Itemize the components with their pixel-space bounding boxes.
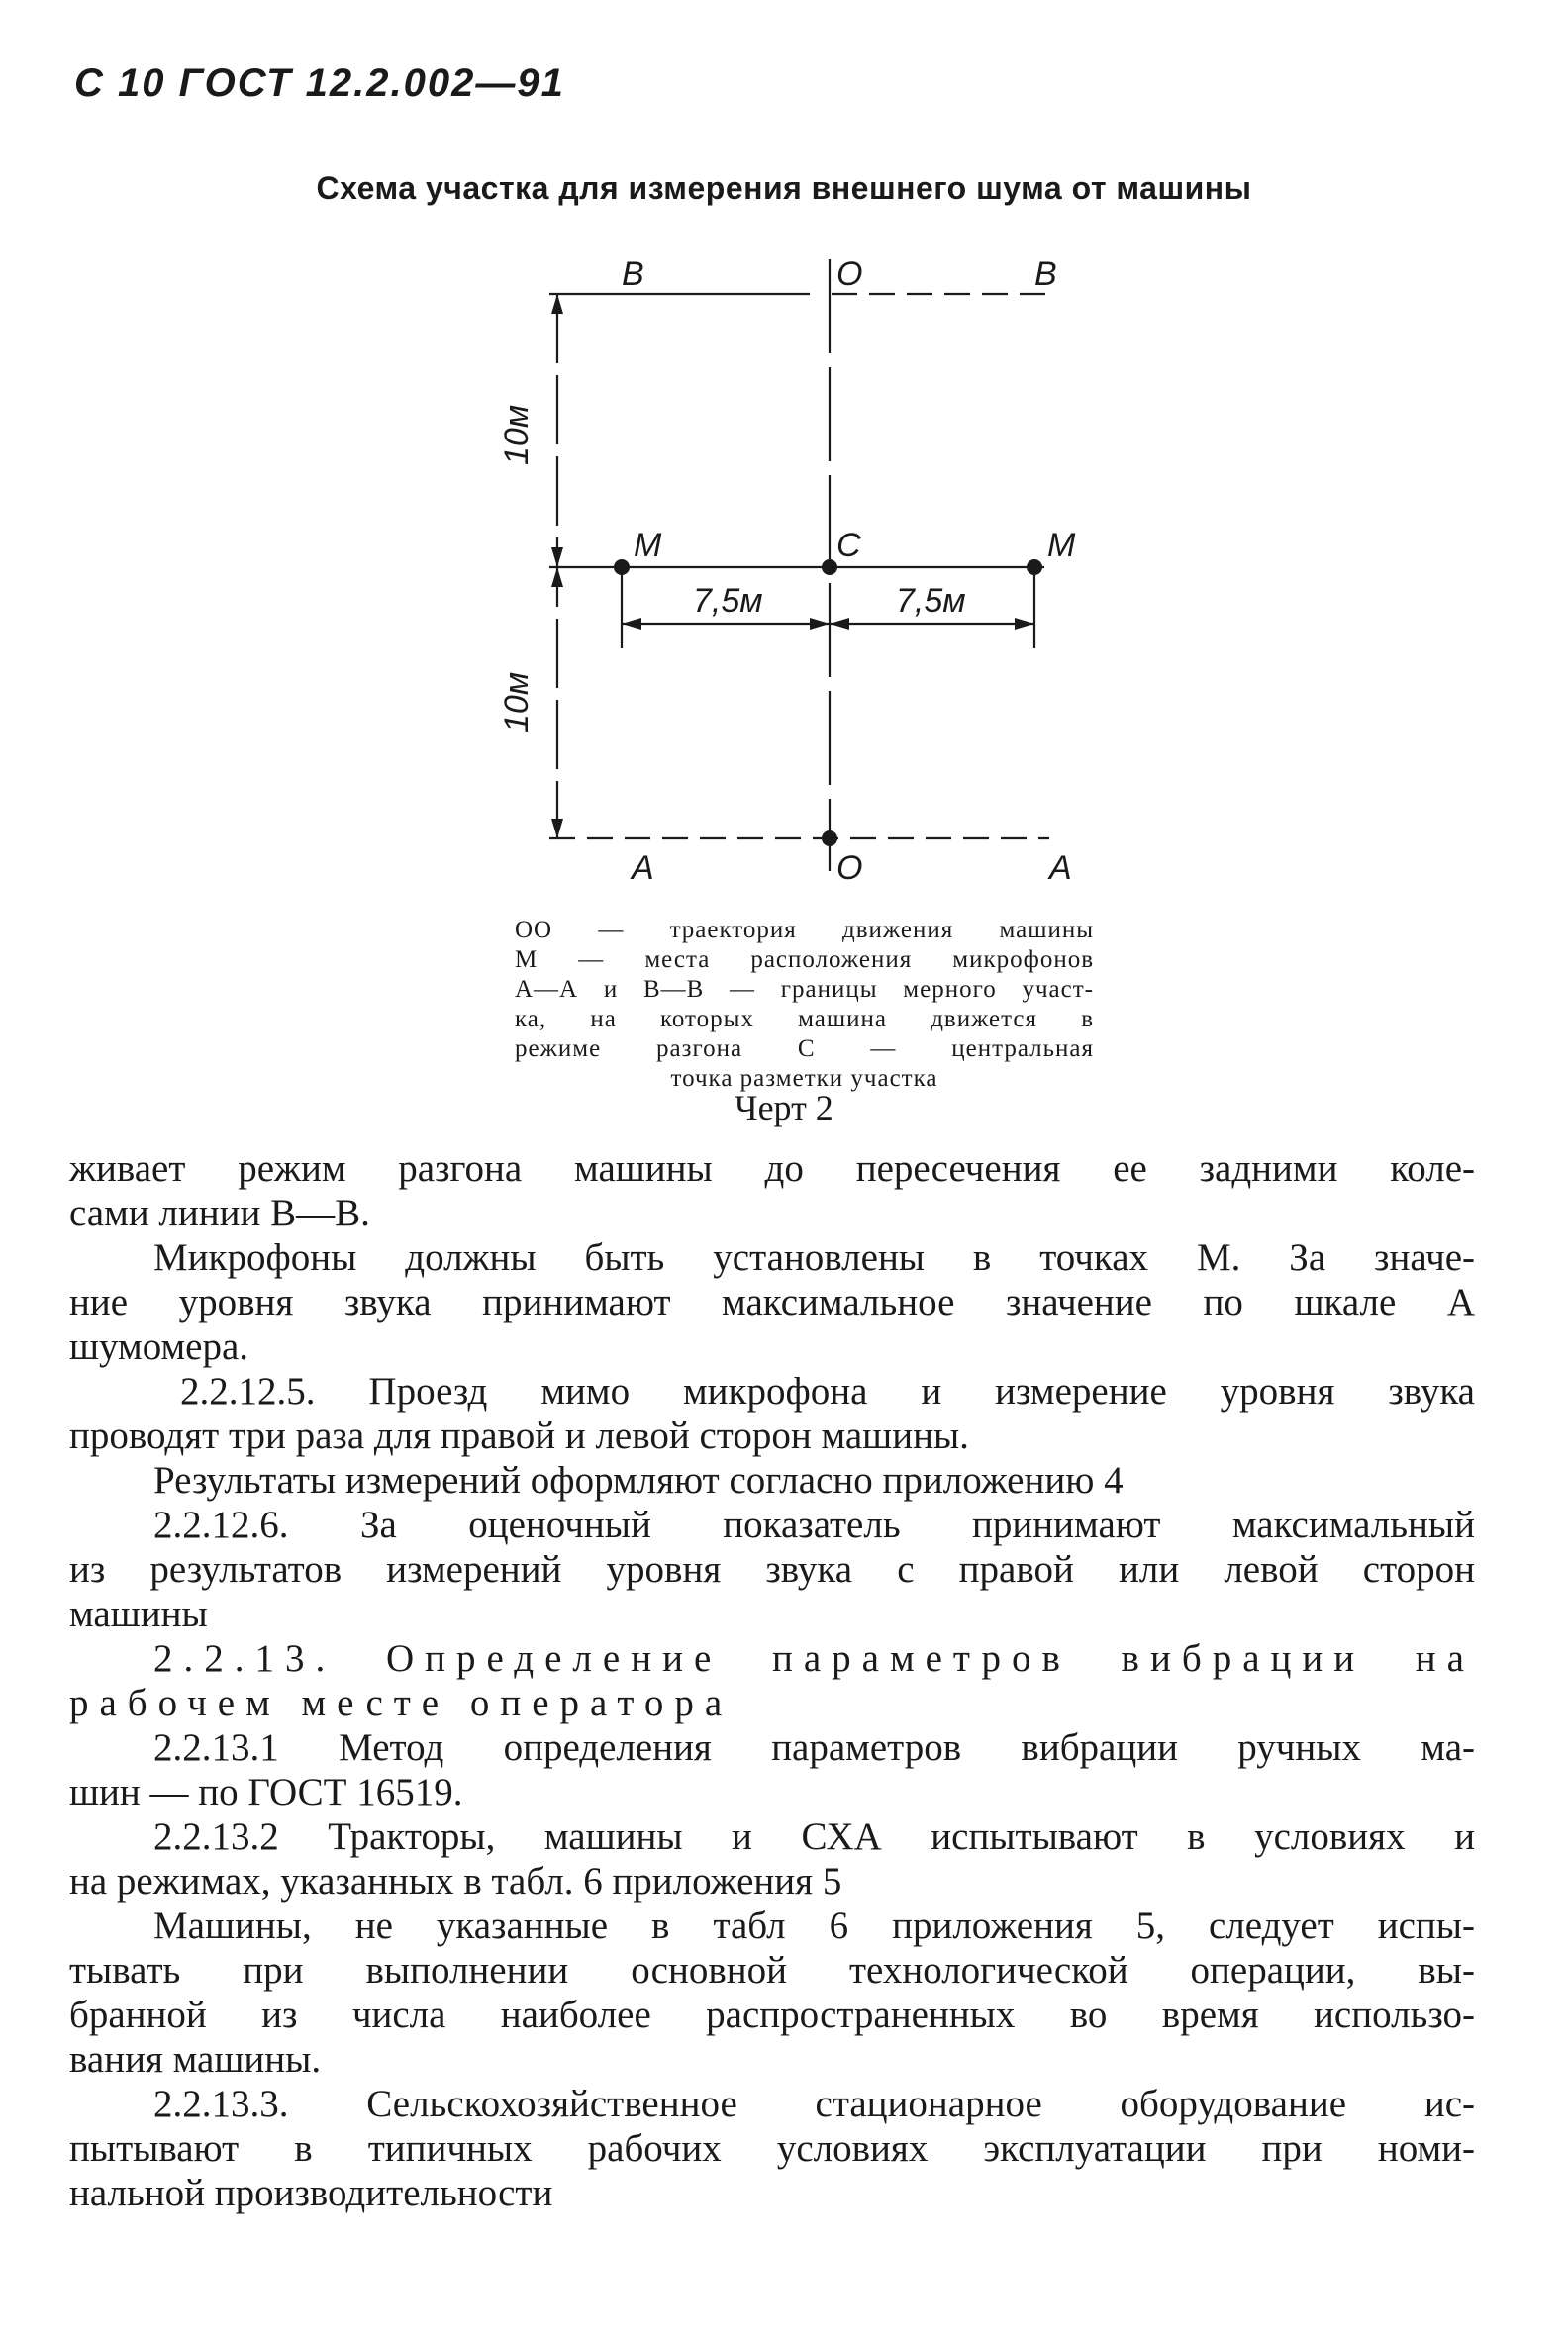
text-line: тывать при выполнении основной технологической операции, вы- [69, 1949, 1475, 1992]
dim-label-vertical-upper: 10м [498, 404, 536, 465]
text-line: 2.2.12.5. Проезд мимо микрофона и измерение уровня звука [180, 1370, 1475, 1413]
arrow-h-right [1015, 618, 1034, 630]
legend-line: ка, на которых машина движется в [515, 1006, 1094, 1032]
dim-label-vertical-lower: 10м [498, 671, 536, 732]
dim-label-horizontal-left: 7,5м [693, 582, 763, 620]
text-line: шумомера. [69, 1325, 249, 1368]
label-a-right: А [1049, 849, 1072, 887]
arrow-h-left [622, 618, 641, 630]
label-a-left: А [632, 849, 654, 887]
text-line: Машины, не указанные в табл 6 приложения 5, следует испы- [153, 1904, 1475, 1947]
text-line: проводят три раза для правой и левой сторон машины. [69, 1415, 969, 1457]
section-heading: 2.2.13. Определение параметров вибрации на [153, 1637, 1475, 1680]
center-point-c [822, 559, 837, 575]
figure-legend [515, 916, 1094, 1094]
arrow-mid-down [551, 567, 563, 587]
legend-line: режиме разгона С — центральная [515, 1035, 1094, 1062]
microphone-point-right [1027, 559, 1042, 575]
text-line: нальной производительности [69, 2172, 553, 2214]
label-o-bottom: О [836, 849, 863, 887]
label-c: С [836, 527, 861, 564]
legend-line: ОО — траектория движения машины [515, 917, 1094, 943]
text-line: пытывают в типичных рабочих условиях эксплуатации при номи- [69, 2127, 1475, 2170]
page-header: С 10 ГОСТ 12.2.002—91 [74, 61, 565, 105]
text-line: Результаты измерений оформляют согласно приложению 4 [153, 1459, 1124, 1502]
figure-title: Схема участка для измерения внешнего шума от машины [316, 170, 1252, 206]
legend-line: М — места расположения микрофонов [515, 946, 1094, 973]
arrow-top [551, 294, 563, 314]
text-line: сами линии В—В. [69, 1192, 370, 1234]
text-line: ние уровня звука принимают максимальное значение по шкале А [69, 1281, 1475, 1323]
text-line: живает режим разгона машины до пересечения ее задними коле- [69, 1147, 1475, 1190]
dim-label-horizontal-right: 7,5м [896, 582, 966, 620]
text-line: 2.2.13.1 Метод определения параметров вибрации ручных ма- [153, 1726, 1475, 1769]
label-o-top: О [836, 255, 863, 293]
arrow-h-mid-r [830, 618, 849, 630]
text-line: 2.2.12.6. За оценочный показатель принимают максимальный [153, 1504, 1475, 1546]
text-line: на режимах, указанных в табл. 6 приложения 5 [69, 1860, 842, 1903]
measurement-site-diagram [0, 0, 1568, 911]
label-b-right: В [1034, 255, 1057, 293]
body-text [69, 1146, 1475, 2215]
microphone-point-left [614, 559, 630, 575]
figure-caption: Черт 2 [735, 1088, 833, 1127]
text-line: вания машины. [69, 2038, 322, 2081]
text-line: бранной из числа наиболее распространенных во время использо- [69, 1994, 1475, 2036]
legend-line: А—А и В—В — границы мерного участ- [515, 976, 1094, 1003]
label-m-left: М [634, 527, 662, 564]
text-line: шин — по ГОСТ 16519. [69, 1771, 463, 1813]
text-line: 2.2.13.2 Тракторы, машины и СХА испытывают в условиях и [153, 1815, 1475, 1858]
label-b-left: В [622, 255, 644, 293]
text-line: Микрофоны должны быть установлены в точках М. За значе- [153, 1236, 1475, 1279]
section-heading: рабочем месте оператора [69, 1682, 734, 1724]
label-m-right: М [1047, 527, 1076, 564]
text-line: машины [69, 1593, 208, 1635]
trajectory-point-bottom [822, 830, 837, 846]
legend-line: точка разметки участка [670, 1065, 938, 1092]
text-line: из результатов измерений уровня звука с правой или левой сторон [69, 1548, 1475, 1591]
arrow-h-mid-l [810, 618, 830, 630]
arrow-mid-up [551, 547, 563, 567]
text-line: 2.2.13.3. Сельскохозяйственное стационарное оборудование ис- [153, 2083, 1475, 2125]
arrow-bottom [551, 819, 563, 838]
